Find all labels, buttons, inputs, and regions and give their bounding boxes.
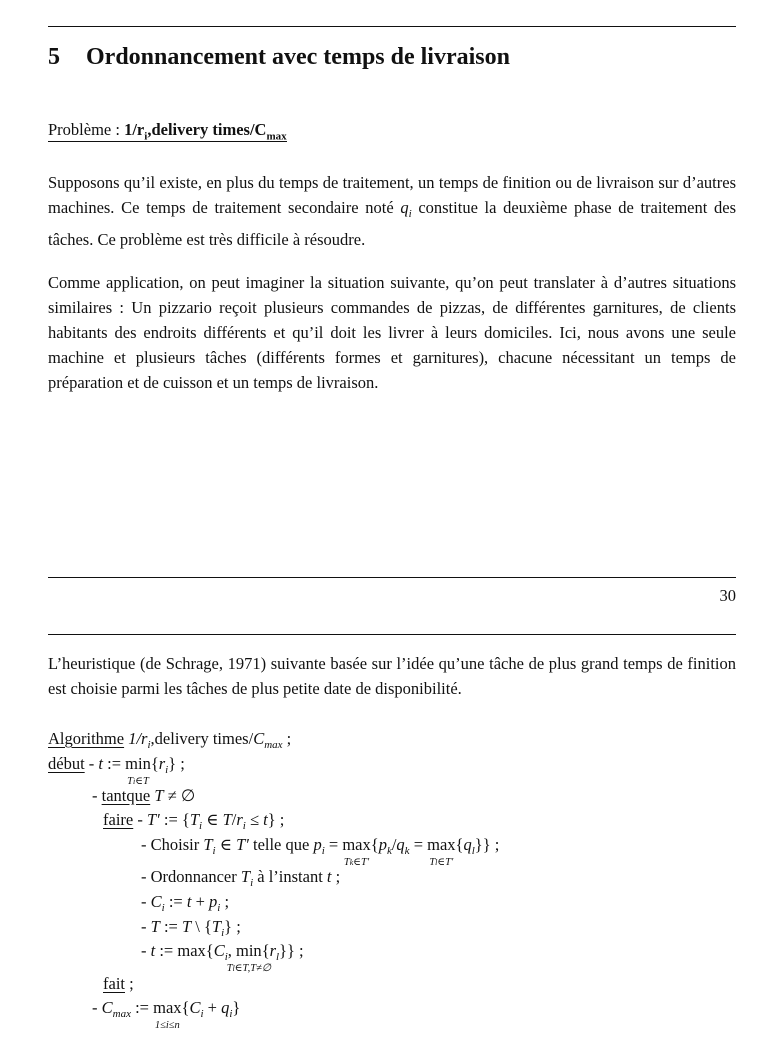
paragraph-3 [48,651,736,701]
algo-line-debut: début - t := min Ti∈T $\{r_i\}$ ; [48,754,185,787]
kw-tantque: tantque [101,786,151,805]
paragraph-3-text: L’heuristique (de Schrage, 1971) suivante basée sur l’idée qu’une tâche de plus grand temps de finition est choisie parmi les tâches de plus petite date de disponibilité. [48,654,736,698]
paragraph-2-text: Comme application, on peut imaginer la situation suivante, qu’on peut translater à d’autres situations similaires : Un pizzario reçoit plusieurs commandes de pizzas, de différentes garnitures, de clients habitants des endroits différents et qu’il doit les livrer à leurs domiciles. Ici, nous avons une seule machine et plusieurs tâches (différents formes et garnitures), chacune nécessitant un temps de préparation et de cuisson et un temps de livraison. [48,273,736,392]
ordonnancer-label: - Ordonnancer [141,867,241,886]
algo-line-cmax: - $C_{max}$ := max 1≤i≤n $\{C_i + q_i\}$ [92,998,241,1031]
paragraph-1-var: q [400,198,409,217]
algo-line-ci: - $C_i$ := $t + p_i$ ; [141,892,230,914]
algorithm-header: Algorithme $1/r_i,delivery$ times/$C_{max}$ ; [48,729,292,751]
kw-faire: faire [103,810,134,829]
kw-fait: fait [103,974,125,993]
paragraph-2 [48,270,736,395]
algo-line-faire: faire - T′ := {$T_i$ ∈ $T/r_i \le t$} ; [103,810,285,832]
problem-statement [48,120,736,142]
problem-notation-2-sub: max [266,130,287,143]
algo-line-t-max: - t := $\max\{C_i$, min Tl∈T,T≠∅ $\{r_l\}$} ; [141,941,304,974]
a-instant-label: à l’instant [253,867,327,886]
section-number: 5 [48,44,60,70]
page-break-rule-1 [48,577,736,578]
algo-line-fait: fait ; [103,974,134,993]
paragraph-1-var-sub: i [408,208,412,220]
choisir-label: - Choisir [141,835,204,854]
algo-line-choisir: - Choisir $T_i$ ∈ T′ telle que $p_i = \max$ Tk∈T′ {$p_k/q_k = \max$ Tl∈T′ $\{q_l\}$} ; [141,835,500,868]
problem-notation-1-sub: i [144,130,148,143]
section-title: Ordonnancement avec temps de livraison [86,44,510,70]
problem-notation-2: ,delivery times/C [147,120,267,139]
algo-line-ordonnancer: - Ordonnancer $T_i$ à l’instant t ; [141,867,341,889]
page-number: 30 [719,586,736,605]
algorithm-keyword: Algorithme [48,729,125,748]
page-break-rule-2 [48,634,736,635]
paragraph-1-b: constitue la deuxième phase de traitement des tâches. Ce problème est très difficile à résoudre. [48,198,737,249]
problem-label: Problème : [48,120,125,139]
paragraph-1 [48,170,736,252]
paragraph-1-a: Supposons qu’il existe, en plus du temps de traitement, un temps de finition ou de livraison sur d’autres machines. Ce temps de traitement secondaire noté [48,173,736,217]
telle-que-label: telle que [248,835,314,854]
problem-notation-1: 1/r [124,120,145,139]
problem-line [48,120,287,142]
algo-line-tantque: - tantque T ≠ ∅ [92,786,196,805]
kw-debut: début [48,754,85,773]
algo-line-t-update: - T := T \ $\{T_i\}$ ; [141,917,241,939]
top-rule [48,26,736,27]
section-heading [48,44,736,71]
